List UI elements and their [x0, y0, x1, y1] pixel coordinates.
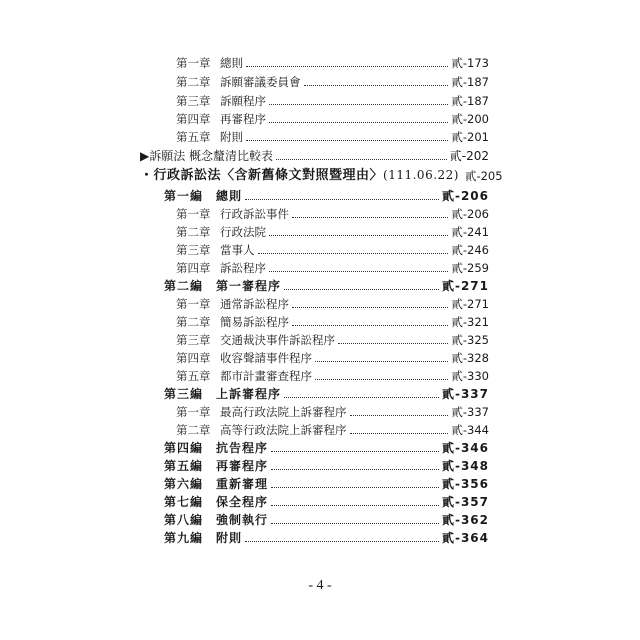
dot-leader [276, 159, 447, 160]
chapter-title: 高等行政法院上訴審程序 [220, 423, 347, 437]
toc-part [164, 456, 489, 474]
page-ref: 貳-325 [451, 333, 489, 347]
part-title: 再審程序 [216, 459, 269, 473]
chapter-number: 第一章 [176, 56, 211, 70]
chapter-number: 第二章 [176, 315, 211, 329]
dot-leader [271, 523, 439, 524]
chapter-number: 第三章 [176, 333, 211, 347]
page-ref: 貳-337 [441, 387, 489, 401]
page-ref: 貳-202 [449, 149, 489, 163]
part-number: 第七編 [164, 495, 204, 509]
bullet-icon: ・ [140, 168, 154, 183]
page-ref: 貳-337 [451, 405, 489, 419]
chapter-title: 行政法院 [220, 225, 266, 239]
dot-leader [245, 199, 439, 200]
law-date: (111.06.22) [383, 168, 459, 182]
part-number: 第四編 [164, 441, 204, 455]
chapter-title: 訴願審議委員會 [220, 75, 301, 89]
part-number: 第六編 [164, 477, 204, 491]
toc-part [164, 528, 489, 546]
toc-chapter [176, 366, 489, 384]
chapter-number: 第一章 [176, 207, 211, 221]
part-title: 抗告程序 [216, 441, 269, 455]
part-number: 第三編 [164, 387, 204, 401]
dot-leader [271, 505, 439, 506]
dot-leader [292, 217, 448, 218]
page-ref: 貳-346 [441, 441, 489, 455]
dot-leader [350, 433, 449, 434]
page-ref: 貳-357 [441, 495, 489, 509]
part-number: 第九編 [164, 531, 204, 545]
toc-chapter [176, 294, 489, 312]
toc-chapter [176, 330, 489, 348]
chapter-title: 訴願程序 [220, 94, 266, 108]
page-ref: 貳-187 [451, 75, 489, 89]
part-number: 第五編 [164, 459, 204, 473]
toc-chapter [176, 402, 489, 420]
page-ref: 貳-356 [441, 477, 489, 491]
chapter-title: 當事人 [220, 243, 255, 257]
toc-part [164, 510, 489, 528]
dot-leader [350, 415, 449, 416]
page-ref: 貳-206 [441, 189, 489, 203]
toc-chapter [176, 91, 489, 109]
dot-leader [304, 85, 449, 86]
page-ref: 貳-259 [451, 261, 489, 275]
toc-law-heading [140, 166, 503, 184]
arrow-icon: ▶ [140, 149, 150, 163]
toc-part [164, 276, 489, 294]
part-number: 第八編 [164, 513, 204, 527]
toc-part [164, 474, 489, 492]
chapter-title: 收容聲請事件程序 [220, 351, 312, 365]
chapter-title: 行政訴訟事件 [220, 207, 289, 221]
part-title: 總則 [216, 189, 243, 203]
chapter-number: 第一章 [176, 405, 211, 419]
page-ref: 貳-364 [441, 531, 489, 545]
toc-part [164, 492, 489, 510]
chapter-number: 第四章 [176, 261, 211, 275]
chapter-number: 第二章 [176, 75, 211, 89]
chapter-number: 第五章 [176, 130, 211, 144]
chapter-title: 簡易訴訟程序 [220, 315, 289, 329]
toc-chapter [176, 348, 489, 366]
page-ref: 貳-344 [451, 423, 489, 437]
chapter-number: 第二章 [176, 423, 211, 437]
part-title: 保全程序 [216, 495, 269, 509]
page-ref: 貳-271 [441, 279, 489, 293]
chapter-title: 總則 [220, 56, 243, 70]
chapter-number: 第四章 [176, 351, 211, 365]
page-ref: 貳-206 [451, 207, 489, 221]
part-title: 第一審程序 [216, 279, 282, 293]
chapter-title: 都市計畫審查程序 [220, 369, 312, 383]
page-ref: 貳-271 [451, 297, 489, 311]
dot-leader [269, 235, 448, 236]
chapter-number: 第三章 [176, 243, 211, 257]
dot-leader [338, 343, 448, 344]
compare-table-title: 訴願法 概念釐清比較表 [149, 149, 274, 163]
dot-leader [269, 271, 448, 272]
page-ref: 貳-330 [451, 369, 489, 383]
chapter-title: 訴訟程序 [220, 261, 266, 275]
part-title: 上訴審程序 [216, 387, 282, 401]
toc-chapter [176, 240, 489, 258]
toc-chapter [176, 204, 489, 222]
dot-leader [246, 66, 448, 67]
page-ref: 貳-187 [451, 94, 489, 108]
page-ref: 貳-246 [451, 243, 489, 257]
dot-leader [271, 451, 439, 452]
page-ref: 貳-321 [451, 315, 489, 329]
chapter-title: 附則 [220, 130, 243, 144]
dot-leader [315, 361, 448, 362]
page-ref: 貳-173 [451, 56, 489, 70]
dot-leader [292, 325, 448, 326]
toc-part [164, 438, 489, 456]
page-ref: 貳-200 [451, 112, 489, 126]
page-ref: 貳-201 [451, 130, 489, 144]
chapter-number: 第二章 [176, 225, 211, 239]
toc-part [164, 384, 489, 402]
dot-leader [245, 541, 439, 542]
toc-chapter [176, 258, 489, 276]
dot-leader [284, 397, 439, 398]
chapter-number: 第一章 [176, 297, 211, 311]
dot-leader [258, 253, 449, 254]
page-ref: 貳-241 [451, 225, 489, 239]
toc-part [164, 186, 489, 204]
dot-leader [315, 379, 448, 380]
part-title: 附則 [216, 531, 243, 545]
toc-chapter [176, 127, 489, 145]
page-ref: 貳-205 [464, 169, 503, 183]
dot-leader [284, 289, 439, 290]
page-number: - 4 - [308, 578, 332, 593]
toc-compare-table [140, 146, 489, 164]
part-number: 第二編 [164, 279, 204, 293]
chapter-number: 第五章 [176, 369, 211, 383]
dot-leader [246, 140, 448, 141]
part-number: 第一編 [164, 189, 204, 203]
toc-chapter [176, 222, 489, 240]
toc-chapter [176, 72, 489, 90]
toc-chapter [176, 109, 489, 127]
chapter-title: 最高行政法院上訴審程序 [220, 405, 347, 419]
toc-chapter [176, 312, 489, 330]
chapter-title: 再審程序 [220, 112, 266, 126]
chapter-title: 交通裁決事件訴訟程序 [220, 333, 335, 347]
law-title: 行政訴訟法〈含新舊條文對照暨理由〉 [153, 168, 384, 183]
page-ref: 貳-348 [441, 459, 489, 473]
dot-leader [269, 104, 448, 105]
chapter-number: 第三章 [176, 94, 211, 108]
dot-leader [271, 487, 439, 488]
chapter-number: 第四章 [176, 112, 211, 126]
page-ref: 貳-362 [441, 513, 489, 527]
toc-chapter [176, 420, 489, 438]
page-ref: 貳-328 [451, 351, 489, 365]
part-title: 重新審理 [216, 477, 269, 491]
chapter-title: 通常訴訟程序 [220, 297, 289, 311]
dot-leader [269, 122, 448, 123]
dot-leader [271, 469, 439, 470]
part-title: 強制執行 [216, 513, 269, 527]
toc-chapter [176, 53, 489, 71]
dot-leader [292, 307, 448, 308]
